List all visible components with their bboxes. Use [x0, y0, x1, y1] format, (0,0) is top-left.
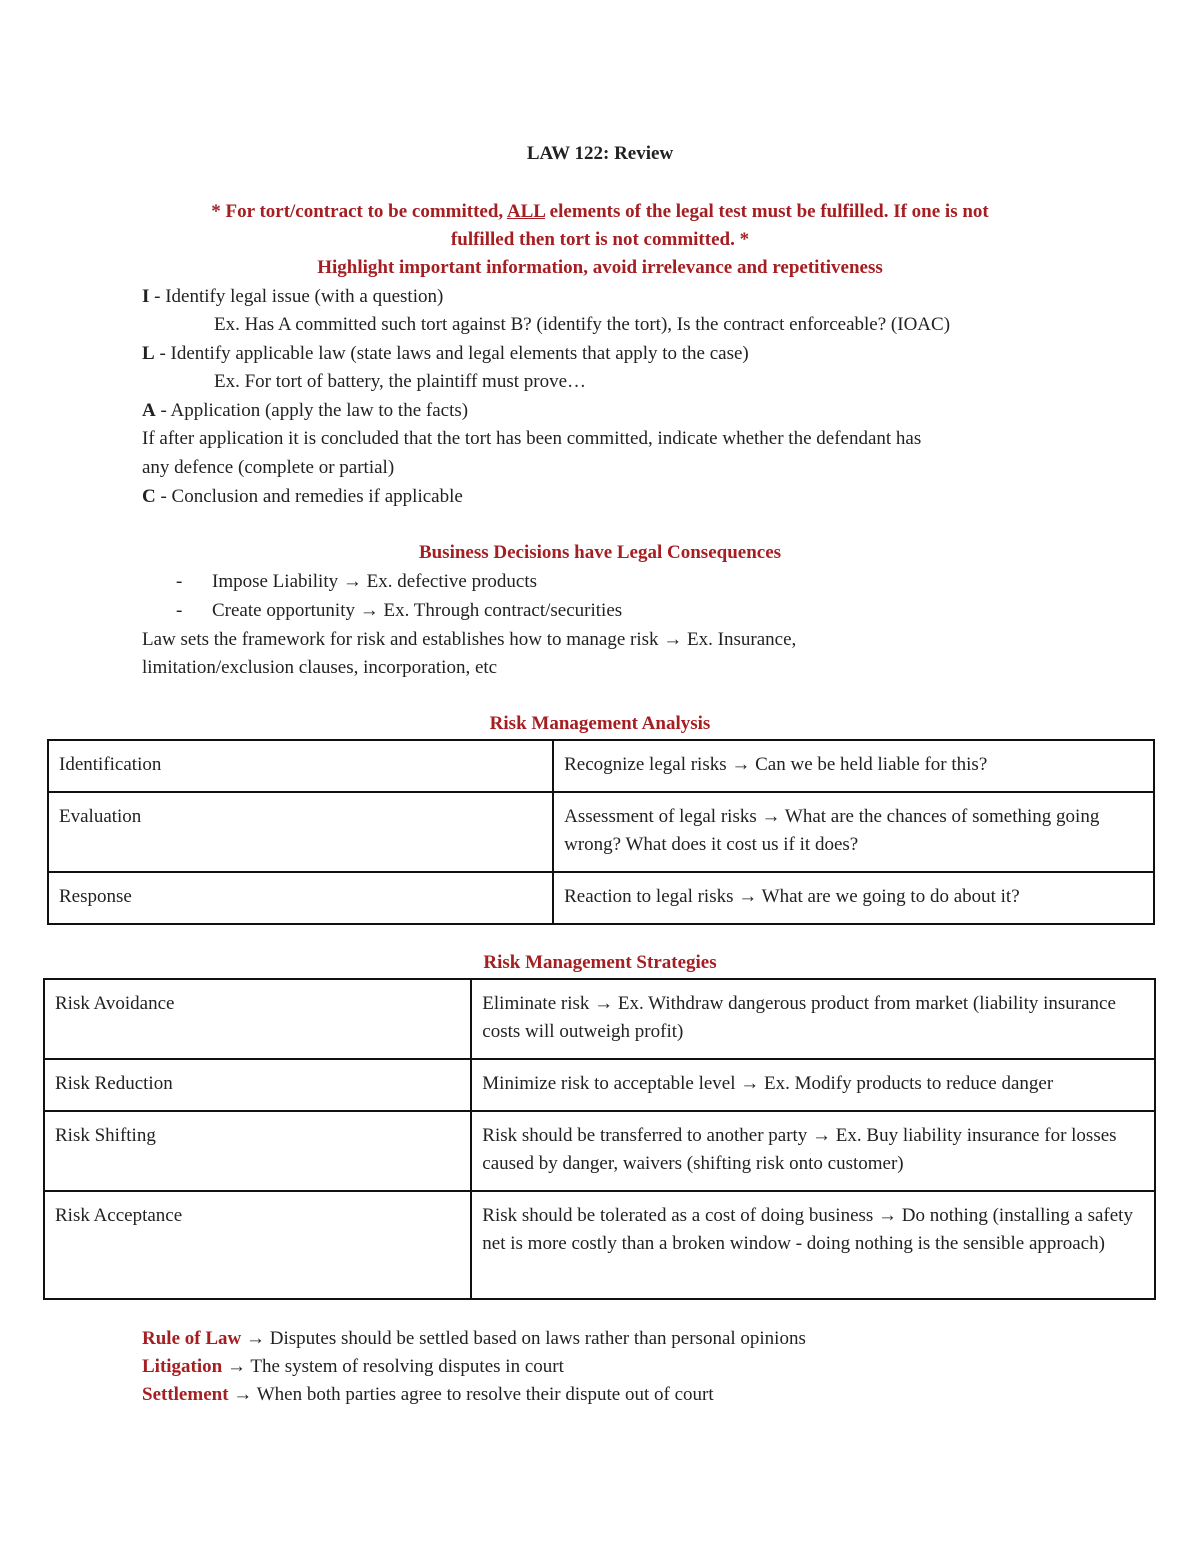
note-line-1-end: elements of the legal test must be fulfilled. If one is not	[544, 201, 989, 222]
note-line-1-start: * For tort/contract to be committed,	[211, 201, 507, 222]
ilac-application-text: - Application (apply the law to the facts)	[155, 400, 469, 421]
business-bullet-dash: -	[176, 600, 183, 621]
table-row	[44, 1059, 1155, 1111]
ilac-letter-i: I	[142, 286, 150, 307]
definition-term: Litigation	[142, 1356, 223, 1377]
definition-settlement	[142, 1381, 714, 1409]
business-bullet: Create opportunity → Ex. Through contract/securities	[212, 600, 623, 621]
analysis-desc: Reaction to legal risks → What are we going to do about it?	[553, 872, 1154, 924]
definition-text: The system of resolving disputes in court	[250, 1356, 564, 1377]
ilac-after-line-1: If after application it is concluded that the tort has been committed, indicate whether the defendant has	[142, 428, 922, 449]
ilac-issue-example: Ex. Has A committed such tort against B? (identify the tort), Is the contract enforceable? (IOAC)	[214, 314, 951, 335]
note-line-3: Highlight important information, avoid irrelevance and repetitiveness	[317, 257, 883, 278]
strategy-desc: Risk should be transferred to another party → Ex. Buy liability insurance for losses caused by danger, waivers (shifting risk onto customer)	[471, 1111, 1155, 1191]
definition-arrow: →	[222, 1356, 251, 1377]
strategy-term: Risk Reduction	[44, 1059, 471, 1111]
analysis-term: Response	[48, 872, 553, 924]
table-row	[48, 740, 1154, 792]
ilac-application	[142, 397, 468, 425]
definition-text: Disputes should be settled based on laws rather than personal opinions	[269, 1328, 806, 1349]
note-line-1	[0, 198, 1200, 226]
analysis-desc: Assessment of legal risks → What are the chances of something going wrong? What does it cost us if it does?	[553, 792, 1154, 872]
business-bullet-dash: -	[176, 571, 183, 592]
ilac-law-text: - Identify applicable law (state laws and legal elements that apply to the case)	[154, 343, 749, 364]
definition-text: When both parties agree to resolve their dispute out of court	[256, 1384, 714, 1405]
definition-term: Rule of Law	[142, 1328, 242, 1349]
definition-term: Settlement	[142, 1384, 229, 1405]
definition-rule-of-law	[142, 1325, 806, 1353]
strategies-table	[43, 978, 1156, 1300]
table-row	[44, 979, 1155, 1059]
business-para-line-2: limitation/exclusion clauses, incorporation, etc	[142, 657, 498, 678]
table-row	[44, 1191, 1155, 1299]
note-line-2: fulfilled then tort is not committed. *	[450, 229, 750, 250]
ilac-conclusion-text: - Conclusion and remedies if applicable	[155, 486, 463, 507]
analysis-term: Evaluation	[48, 792, 553, 872]
definition-arrow: →	[228, 1384, 257, 1405]
analysis-term: Identification	[48, 740, 553, 792]
business-heading: Business Decisions have Legal Consequences	[418, 542, 782, 563]
ilac-law-example: Ex. For tort of battery, the plaintiff must prove…	[214, 371, 587, 392]
strategy-desc: Risk should be tolerated as a cost of doing business → Do nothing (installing a safety net is more costly than a broken window - doing nothing is the sensible approach)	[471, 1191, 1155, 1299]
ilac-letter-c: C	[142, 486, 156, 507]
ilac-letter-a: A	[142, 400, 156, 421]
ilac-issue-text: - Identify legal issue (with a question)	[149, 286, 444, 307]
ilac-law	[142, 340, 749, 368]
business-para-line-1: Law sets the framework for risk and establishes how to manage risk → Ex. Insurance,	[142, 629, 797, 650]
table-row	[48, 872, 1154, 924]
strategy-term: Risk Avoidance	[44, 979, 471, 1059]
strategy-term: Risk Shifting	[44, 1111, 471, 1191]
strategy-desc: Minimize risk to acceptable level → Ex. Modify products to reduce danger	[471, 1059, 1155, 1111]
ilac-conclusion	[142, 483, 463, 511]
ilac-letter-l: L	[142, 343, 155, 364]
table-row	[48, 792, 1154, 872]
note-emphasis-all: ALL	[506, 201, 545, 222]
strategy-desc: Eliminate risk → Ex. Withdraw dangerous product from market (liability insurance costs will outweigh profit)	[471, 979, 1155, 1059]
analysis-heading: Risk Management Analysis	[489, 713, 711, 734]
ilac-issue	[142, 283, 443, 311]
ilac-after-line-2: any defence (complete or partial)	[142, 457, 395, 478]
analysis-desc: Recognize legal risks → Can we be held liable for this?	[553, 740, 1154, 792]
analysis-table	[47, 739, 1155, 925]
definition-arrow: →	[241, 1328, 270, 1349]
strategy-term: Risk Acceptance	[44, 1191, 471, 1299]
table-row	[44, 1111, 1155, 1191]
definition-litigation	[142, 1353, 564, 1381]
page-title: LAW 122: Review	[526, 143, 674, 164]
business-bullet: Impose Liability → Ex. defective products	[212, 571, 538, 592]
strategies-heading: Risk Management Strategies	[483, 952, 717, 973]
